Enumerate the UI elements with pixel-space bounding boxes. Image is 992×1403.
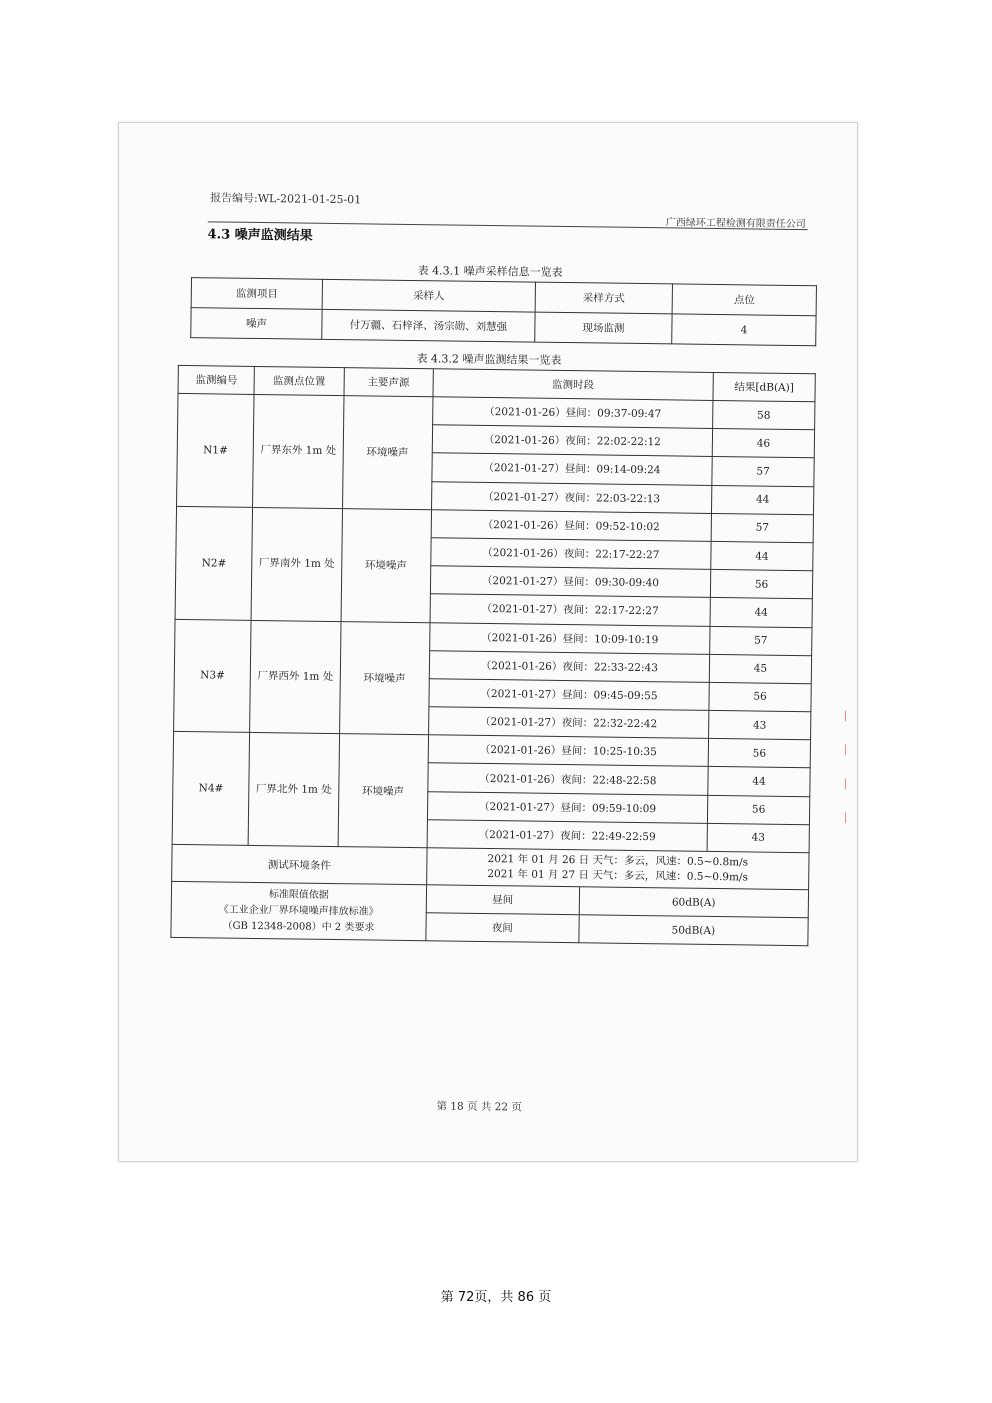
monitoring-period: （2021-01-26）夜间：22:02-22:12 xyxy=(432,425,713,457)
seal-mark: ▏ ▏ ▏ ▏ xyxy=(845,712,852,824)
noise-source: 环境噪声 xyxy=(338,734,429,848)
table-header-cell: 监测时段 xyxy=(433,369,714,401)
result-value: 44 xyxy=(708,767,810,797)
monitoring-period: （2021-01-27）夜间：22:49-22:59 xyxy=(427,820,708,852)
scanned-page xyxy=(118,122,858,1162)
noise-source: 环境噪声 xyxy=(341,508,432,622)
result-value: 58 xyxy=(713,400,815,430)
table-header-cell: 监测编号 xyxy=(178,365,255,394)
standard-line: 《工业企业厂界环境噪声排放标准》 xyxy=(218,904,379,918)
point-id: N2# xyxy=(175,506,253,620)
result-value: 56 xyxy=(707,795,809,825)
result-value: 57 xyxy=(711,513,813,543)
monitoring-period: （2021-01-26）夜间：22:33-22:43 xyxy=(429,650,710,682)
monitoring-period: （2021-01-27）夜间：22:32-22:42 xyxy=(428,707,709,739)
standard-line: （GB 12348-2008）中 2 类要求 xyxy=(222,920,375,934)
limit-value: 60dB(A) xyxy=(579,887,809,918)
monitoring-period: （2021-01-26）昼间：09:52-10:02 xyxy=(431,510,712,542)
table-header-cell: 点位 xyxy=(672,284,816,316)
result-value: 44 xyxy=(711,541,813,571)
env-conditions xyxy=(426,848,809,890)
result-value: 56 xyxy=(708,739,810,769)
table-cell: 噪声 xyxy=(191,308,323,340)
sampling-info-table xyxy=(190,277,817,346)
noise-source: 环境噪声 xyxy=(342,396,433,510)
table-cell: 4 xyxy=(672,314,816,346)
monitoring-period: （2021-01-27）夜间：22:17-22:27 xyxy=(430,594,711,626)
standard-basis xyxy=(171,881,426,941)
limit-period: 昼间 xyxy=(426,885,579,915)
table-header-cell: 采样方式 xyxy=(535,282,673,314)
monitoring-period: （2021-01-26）昼间：10:25-10:35 xyxy=(428,735,709,767)
point-id: N3# xyxy=(174,619,252,733)
table-header-cell: 结果[dB(A)] xyxy=(713,372,815,401)
point-location: 厂界南外 1m 处 xyxy=(251,507,342,621)
point-id: N4# xyxy=(172,732,250,846)
table-header-cell: 监测项目 xyxy=(191,278,323,310)
result-value: 43 xyxy=(707,823,809,853)
point-id: N1# xyxy=(177,393,255,507)
noise-source: 环境噪声 xyxy=(339,621,430,735)
limit-value: 50dB(A) xyxy=(579,915,809,946)
monitoring-period: （2021-01-26）夜间：22:17-22:27 xyxy=(431,538,712,570)
footer-page-count: 第 72页，共 86 页 xyxy=(440,1290,552,1305)
env-label: 测试环境条件 xyxy=(172,844,427,884)
table-header-cell: 监测点位置 xyxy=(254,366,344,395)
monitoring-period: （2021-01-27）昼间：09:30-09:40 xyxy=(430,566,711,598)
result-value: 57 xyxy=(712,457,814,487)
table1-caption: 表 4.3.1 噪声采样信息一览表 xyxy=(417,264,563,279)
env-line: 2021 年 01 月 27 日 天气：多云，风速：0.5~0.9m/s xyxy=(487,868,748,884)
env-line: 2021 年 01 月 26 日 天气：多云，风速：0.5~0.8m/s xyxy=(487,853,749,869)
result-value: 46 xyxy=(712,429,814,459)
result-value: 57 xyxy=(710,626,812,656)
monitoring-period: （2021-01-27）昼间：09:45-09:55 xyxy=(429,679,710,711)
table-cell: 付万疆、石梓泽、汤宗勋、刘慧强 xyxy=(322,309,535,342)
monitoring-period: （2021-01-27）夜间：22:03-22:13 xyxy=(431,481,712,513)
table-header-cell: 采样人 xyxy=(322,279,535,312)
point-location: 厂界东外 1m 处 xyxy=(253,394,344,508)
monitoring-period: （2021-01-27）昼间：09:59-10:09 xyxy=(427,791,708,823)
report-number: 报告编号:WL-2021-01-25-01 xyxy=(209,191,362,207)
result-value: 44 xyxy=(712,485,814,515)
table-header-cell: 主要声源 xyxy=(344,368,434,397)
scanned-page-content xyxy=(110,118,862,1166)
result-value: 43 xyxy=(709,710,811,740)
monitoring-period: （2021-01-26）夜间：22:48-22:58 xyxy=(428,763,709,795)
limit-period: 夜间 xyxy=(426,913,579,943)
result-value: 56 xyxy=(710,570,812,600)
result-value: 56 xyxy=(709,682,811,712)
monitoring-period: （2021-01-26）昼间：09:37-09:47 xyxy=(432,397,713,429)
company-name: 广西绿环工程检测有限责任公司 xyxy=(665,217,806,231)
page-number: 第 18 页 共 22 页 xyxy=(436,1100,522,1114)
result-value: 45 xyxy=(709,654,811,684)
monitoring-period: （2021-01-27）昼间：09:14-09:24 xyxy=(432,453,713,485)
table2-caption: 表 4.3.2 噪声监测结果一览表 xyxy=(416,352,562,367)
point-location: 厂界北外 1m 处 xyxy=(249,733,340,847)
standard-line: 标准限值依据 xyxy=(268,888,329,901)
point-location: 厂界西外 1m 处 xyxy=(250,620,341,734)
table-cell: 现场监测 xyxy=(534,312,672,344)
result-value: 44 xyxy=(710,598,812,628)
monitoring-period: （2021-01-26）昼间：10:09-10:19 xyxy=(429,622,710,654)
section-title: 4.3 噪声监测结果 xyxy=(207,227,313,244)
noise-results-table xyxy=(170,365,815,947)
